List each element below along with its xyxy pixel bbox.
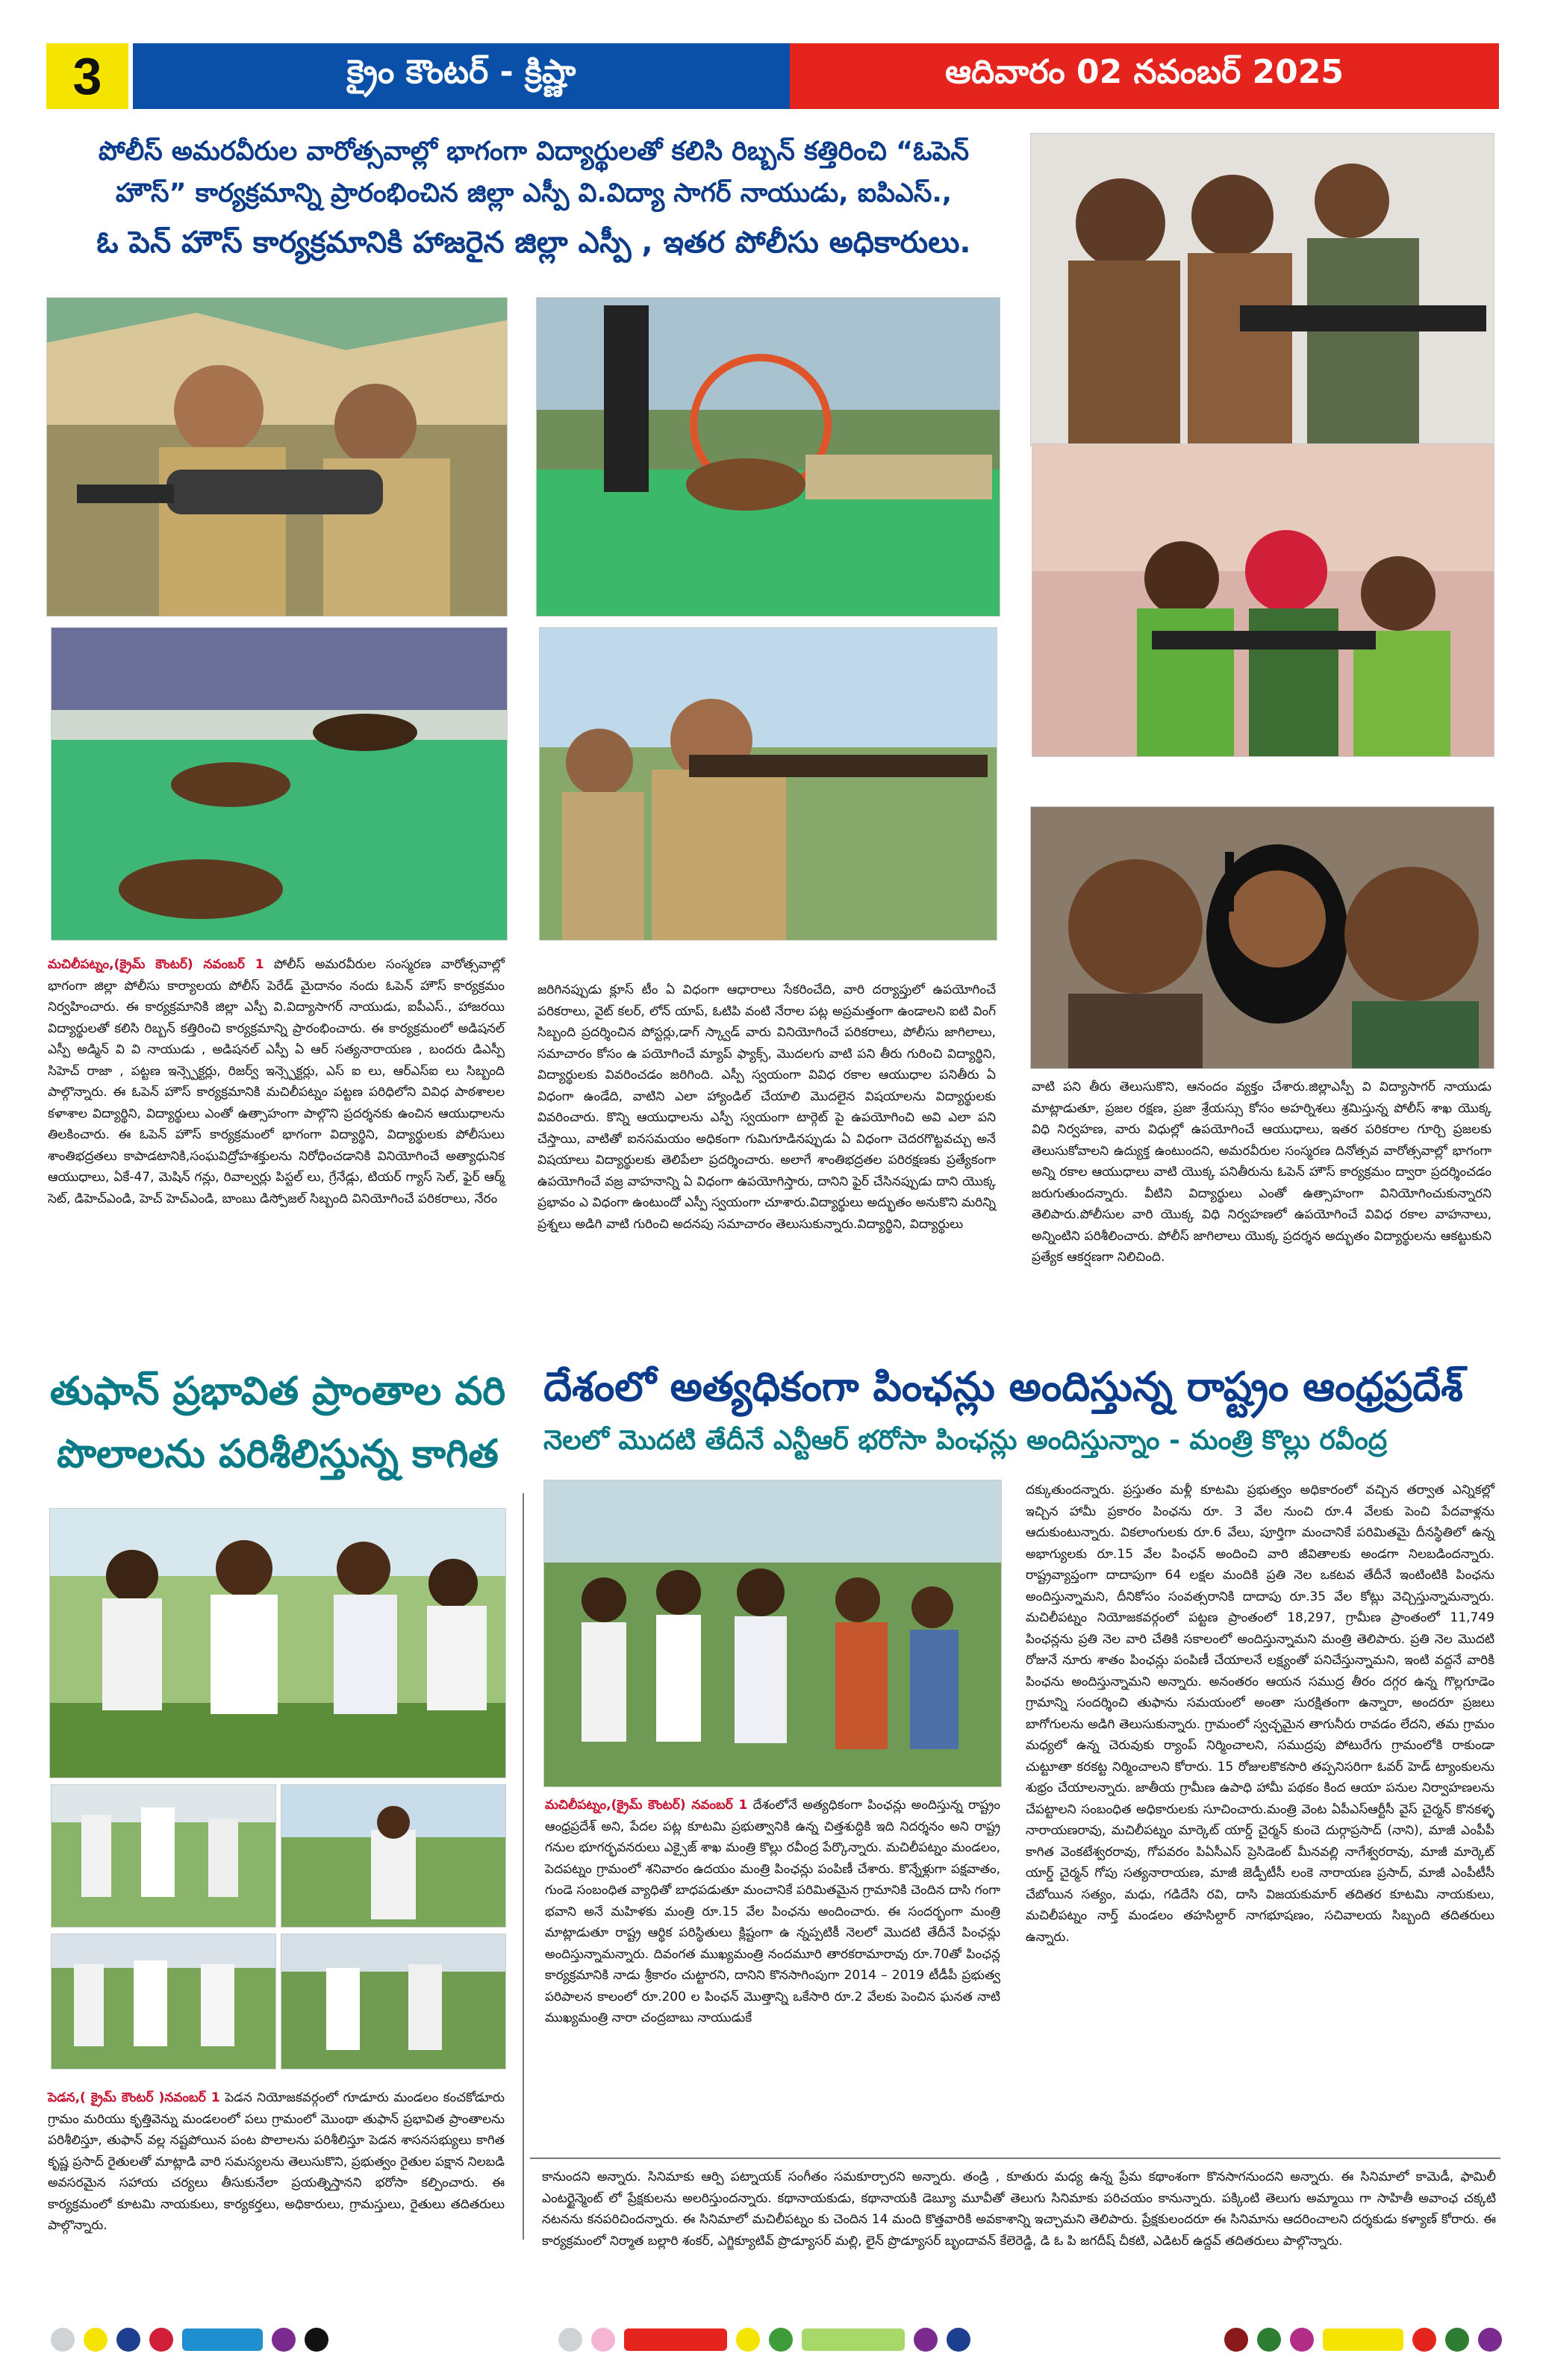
color-dot — [1290, 2328, 1314, 2352]
color-dot — [84, 2328, 107, 2352]
color-dot — [149, 2328, 173, 2352]
photo-dogs-crawling — [51, 627, 508, 941]
photo-students-with-walkie-talkies — [1030, 806, 1494, 1069]
color-dot — [51, 2328, 75, 2352]
color-dot — [272, 2328, 296, 2352]
story2-headline — [46, 1360, 509, 1486]
story1-headline-line1: పోలీస్ అమరవీరుల వారోత్సవాల్లో భాగంగా విద్యార్థులతో కలిసి రిబ్బన్ కత్తిరించి “ఓపెన్ — [98, 137, 970, 166]
footer-color-strip-left — [51, 2328, 328, 2352]
column-divider — [523, 1493, 524, 2240]
story1-dateline: మచిలీపట్నం,(క్రైమ్ కౌంటర్) నవంబర్ 1 — [48, 957, 264, 972]
photo-field-inspection-3 — [51, 1934, 276, 2069]
story3-dateline: మచిలీపట్నం,(క్రైమ్ కౌంటర్) నవంబర్ 1 — [545, 1798, 748, 1813]
story-divider — [530, 2158, 1500, 2159]
photo-field-inspection-1 — [51, 1784, 276, 1928]
photo-field-inspection-4 — [281, 1934, 506, 2069]
story1-column-2: జరిగినప్పుడు క్లూస్ టీం ఏ విధంగా ఆధారాలు సేకరించేది, వారి దర్యాప్తులో ఉపయోగించే పరికరాలు, వైట్ కలర్, లోన్ యాప్, ఓటిపి వంటి నేరాల పట్ల అప్రమత్తంగా ఉండాలని ఐటి వింగ్ సిబ్బంది ప్రదర్శించిన పోస్టర్లు,డాగ్ స్క్వాడ్ వారు వినియోగించే పరికరాలు, పోలీసు జాగిలాలు, సమాచారం కోసం ఉ పయోగించే మ్యాప్ ఫ్యాక్స్, మొదలగు వాటి పని తీరు గురించి విద్యార్థిని, విద్యార్థులకు వివరించడం జరిగింది. ఎస్పీ స్వయంగా వివిధ రకాల ఆయుధాల పనితీరు ఏ విధంగా ఉండేది, వాటిని ఎలా హ్యాండిల్ చేయాలి మొదలైన విషయాలను విద్యార్థులకు వివరించారు. కొన్ని ఆయుధాలను ఎస్పీ స్వయంగా టార్గెట్ పై ఉపయోగించి అవి ఎలా పని చేస్తాయి, వాటితో ఐనసమయం అధికంగా గుమిగూడినప్పుడు ఏ విధంగా చెదరగొట్టవచ్చు అనే విషయాలు విద్యార్థులకు తెలిపేలా ప్రదర్శించారు. అలాగే శాంతిభద్రతల పరిరక్షణకు ప్రత్యేకంగా ఉపయోగించే వజ్ర వాహనాన్ని ఏ విధంగా ఉపయోగిస్తారు, దానిని ఫైర్ చేసినప్పుడు దాని యొక్క ప్రభావం ఎ విధంగా ఉంటుందో ఎస్పీ స్వయంగా చూశారు.విద్యార్థులు అద్భుతం అనుకొని మరిన్ని ప్రశ్నలు అడిగి వాటి గురించి అదనపు సమాచారం తెలుసుకున్నారు.విద్యార్థిని, విద్యార్థులు — [537, 982, 996, 1232]
color-dot — [914, 2328, 938, 2352]
story4-body: కానుందని అన్నారు. సినిమాకు ఆర్పి పట్నాయక్ సంగీతం సమకూర్చారని అన్నారు. తండ్రి , కూతురు మధ్య ఉన్న ప్రేమ కథాంశంగా కొనసాగనుందని అన్నారు. ఈ సినిమాలో కామెడీ, ఫామిలీ ఎంటర్టైన్మెంట్ లో ప్రేక్షకులను అలరిస్తుందన్నారు. కథానాయకుడు, కథానాయకి డెబ్యూ మూవీతో తెలుగు సినిమాకు పరిచయం కానున్నారు. పక్కింటి తెలుగు అమ్మాయి గా సాహితీ అవాంఛ చక్కటి నటనను కనపరిచిందన్నారు. ఈ సినిమాలో మచిలీపట్నం కు చెందిన 14 మంది కొత్తవారికి అవకాశాన్ని ఇచ్చామని తెలిపారు. ప్రేక్షకులందరూ ఈ సినిమాను ఆదరించాలని దర్శకుడు కళ్యాణ్ కోరారు. ఈ కార్యక్రమంలో నిర్మాత బల్లారి శంకర్, ఎగ్జిక్యూటివ్ ప్రొడ్యూసర్ మల్లి, లైన్ ప్రొడ్యూసర్ బృందావన్ కేలెరెడ్డి, డి ఓ పి జగదీష్ చీకటి, ఎడిటర్ ఉద్దవ్ తదితరులు పాల్గొన్నారు. — [542, 2169, 1496, 2249]
color-dot — [591, 2328, 615, 2352]
photo-mla-paddy-field-group — [49, 1508, 506, 1778]
color-dot — [1478, 2328, 1502, 2352]
story1-headline — [60, 131, 1008, 264]
color-dot — [558, 2328, 582, 2352]
story1-col1-text: పోలీస్ అమరవీరుల సంస్మరణ వారోత్సవాల్లో భాగంగా జిల్లా పోలీసు కార్యాలయ పోలీస్ పెరేడ్ మైదానం నందు ఓపెన్ హౌస్ కార్యక్రమం నిర్వహించారు. ఈ కార్యక్రమానికి జిల్లా ఎస్పీ వి.విద్యాసాగర్ నాయుడు, ఐపీఎస్., హాజరయి విద్యార్థులతో కలిసి రిబ్బన్ కత్తిరించి కార్యక్రమాన్ని ప్రారంభించారు. ఈ కార్యక్రమంలో అడిషనల్ ఎస్పీ అడ్మిన్ వి వి నాయుడు , అడిషనల్ ఎస్పీ ఏ ఆర్ సత్యనారాయణ , బందరు డిఎస్పీ సిహెచ్ రాజా , పట్టణ ఇన్స్పెక్టర్లు, రిజర్వ్ ఇన్స్పెక్టర్లు, ఎస్ ఐ లు, ఆర్ఎస్ఐ లు సిబ్బంది పాల్గొన్నారు. ఈ ఓపెన్ హౌస్ కార్యక్రమానికి మచిలీపట్నం పట్టణ పరిధిలోని వివిధ పాఠశాలల కళాశాల విద్యార్థిని, విద్యార్థులు ఎంతో ఉత్సాహంగా పాల్గొని ప్రదర్శనకు ఉంచిన ఆయుధాలను తిలకించారు. ఈ ఓపెన్ హౌస్ కార్యక్రమంలో భాగంగా విద్యార్థిని, విద్యార్థులకు పోలీసులు శాంతిభద్రతలు కాపాడటానికి,సంఘవిద్రోహశక్తులను నిరోధించడానికి వినియోగించే అత్యాధునిక ఆయుధాలు, ఏకే-47, మెషిన్ గన్లు, రివాల్వర్లు పిస్టల్ లు, గ్రేనేడ్లు, టియర్ గ్యాస్ సెల్, ఫైర్ ఆర్మ్ సెట్, డిహెచ్ఎండి, హెచ్ హెచ్ఎండి, బాంబు డిస్పోజల్ సిబ్బంది వినియోగించే పరికరాలు, నేరం — [48, 957, 505, 1206]
story2-headline-line1: తుఫాన్ ప్రభావిత ప్రాంతాల వరి — [49, 1369, 506, 1414]
story3-subheadline: నెలలో మొదటి తేదీనే ఎన్టీఆర్ భరోసా పింఛన్లు అందిస్తున్నాం - మంత్రి కొల్లు రవీంద్ర — [543, 1425, 1388, 1456]
story1-headline-line3: ఓ పెన్ హౌస్ కార్యక్రమానికి హాజరైన జిల్లా ఎస్పీ , ఇతర పోలీసు అధికారులు. — [96, 225, 971, 260]
photo-student-holding-rifle — [1032, 443, 1494, 757]
story1-headline-line2: హౌస్” కార్యక్రమాన్ని ప్రారంభించిన జిల్లా ఎస్పీ వి.విద్యా సాగర్ నాయుడు, ఐపిఎస్., — [115, 178, 953, 208]
photo-sp-with-grenade-launcher — [46, 297, 508, 617]
page-number: 3 — [46, 43, 128, 109]
story3-column-2: దక్కుతుందన్నారు. ప్రస్తుతం మళ్లీ కూటమి ప్రభుత్వం అధికారంలో వచ్చిన తర్వాత ఎన్నికల్లో ఇచ్చిన హామీ ప్రకారం పింఛను రూ. 3 వేల నుంచి రూ.4 వేలకు పెంచి పేదవాళ్లను ఆదుకుంటున్నారు. వికలాంగులకు రూ.6 వేలు, పూర్తిగా మంచానికే పరిమితమై దీనస్థితిలో ఉన్న అభాగ్యులకు రూ.15 వేల పింఛన్ అందించి వారి జీవితాలకు అండగా నిలబడిందన్నారు. రాష్ట్రవ్యాప్తంగా దాదాపుగా 64 లక్షల మందికి ప్రతి నెల ఒకటవ తేదీనే ఇంటింటికి పింఛను అందిస్తున్నామని, దీనికోసం సంవత్సరానికి దాదాపు రూ.35 వేల కోట్లు వెచ్చిస్తున్నామన్నారు. మచిలీపట్నం నియోజకవర్గంలో పట్టణ ప్రాంతంలో 18,297, గ్రామీణ ప్రాంతంలో 11,749 పింఛన్లను ప్రతి నెల వారి చేతికి సకాలంలో అందిస్తున్నామని మంత్రి తెలిపారు. ప్రతి నెల మొదటి రోజునే నూరు శాతం పింఛన్లు పంపిణీ చేయాలనే లక్ష్యంతో పనిచేస్తున్నామని, ఇంటి వద్దనే వారికి పింఛను అందిస్తున్నామని అన్నారు. అనంతరం ఆయన సముద్ర తీరం దగ్గర ఉన్న గొల్లగూడెం గ్రామాన్ని సందర్శించి తుఫాను సమయంలో అంతా సురక్షితంగా ఉన్నారా, అందరూ ప్రజలు బాగోగులను అడిగి తెలుసుకున్నారు. గ్రామంలో స్వచ్ఛమైన తాగునీరు రావడం లేదని, తమ గ్రామం మధ్యలో ఉన్న చెరువుకు ర్యాంప్ నిర్మించాలని, సముద్రపు పోటురేగు గ్రామంలోకి రాకుండా చుట్టూతా కరకట్ట నిర్మించాలని కోరారు. 15 రోజులకొకసారి తప్పనిసరిగా ఓవర్ హెడ్ ట్యాంకులను శుభ్రం చేయాలన్నారు. జాతీయ గ్రామీణ ఉపాధి హామీ పథకం కింద ఆయా పనుల నిర్వాహణలను చేపట్టాలని సంబంధిత అధికారులకు సూచించారు.మంత్రి వెంట ఏపీఎస్ఆర్టీసీ వైస్ చైర్మన్ కొనకళ్ళ నారాయణరావు, మచిలీపట్నం మార్కెట్ యార్డ్ చైర్మన్ కుంచె దుర్గాప్రసాద్ (నాని), మాజీ ఎంపీపీ కాగిత వెంకటేశ్వరరావు, గోపవరం పిఏసీఎస్ ప్రెసిడెంట్ మీనవల్లి నాగేశ్వరరావు, మాజీ మార్కెట్ యార్డ్ చైర్మన్ గోపు సత్యనారాయణ, మాజీ జెడ్పీటీసీ లంకె నారాయణ ప్రసాద్, మాజీ ఎంపీటీసీ చేబోయిన సత్యం, మధు, గడిదేసి రవి, దాసి విజయకుమార్ తదితర కూటమి నాయకులు, మచిలీపట్నం నార్త్ మండలం తహసిల్దార్ నాగభూషణం, సచివాలయ సిబ్బంది తదితరులు ఉన్నారు. — [1026, 1483, 1494, 1945]
color-dot — [1257, 2328, 1281, 2352]
footer-color-strip-middle — [558, 2328, 970, 2352]
section-title: క్రైం కౌంటర్ - క్రిష్ణా — [133, 43, 790, 109]
color-bar — [1323, 2328, 1403, 2351]
story2-body-text: పెడన నియోజకవర్గంలో గూడూరు మండలం కంచకోడూరు గ్రామం మరియు కృత్తివెన్ను మండలంలో పలు గ్రామంలో మొంథా తుఫాన్ ప్రభావిత ప్రాంతాలను పరిశీలిస్తూ, తుఫాన్ వల్ల నష్టపోయిన పంట పొలాలను పరిశీలిస్తూ పెడన శాసనసభ్యులు కాగిత కృష్ణ ప్రసాద్ రైతులతో మాట్లాడి వారి సమస్యలను తెలుసుకొని, ప్రభుత్వం రైతుల పక్షాన నిలబడి అవసరమైన సహాయ చర్యలు తీసుకునేలా ప్రయత్నిస్తానని భరోసా కల్పించారు. ఈ కార్యక్రమంలో కూటమి నాయకులు, కార్యకర్తలు, అధికారులు, గ్రామస్తులు, రైతులు తదితరులు పాల్గొన్నారు. — [48, 2090, 505, 2233]
color-dot — [116, 2328, 140, 2352]
photo-sp-aiming-rifle — [539, 627, 997, 941]
story2-headline-line2: పొలాలను పరిశీలిస్తున్న కాగిత — [57, 1432, 499, 1477]
color-dot — [947, 2328, 970, 2352]
photo-dog-jumping-ring — [536, 297, 1000, 617]
color-dot — [1224, 2328, 1248, 2352]
color-dot — [1412, 2328, 1436, 2352]
story1-column-3: వాటి పని తీరు తెలుసుకొని, ఆనందం వ్యక్తం చేశారు.జిల్లాఎస్పీ వి విద్యాసాగర్ నాయుడు మాట్లాడుతూ, ప్రజల రక్షణ, ప్రజా శ్రేయస్సు కోసం అహర్నిశలు శ్రమిస్తున్న పోలీస్ శాఖ యొక్క విధి నిర్వహణ, వారు విధుల్లో ఉపయోగించే ఆయుధాలు, ఇతర పరికరాల గూర్చి ప్రజలకు తెలుసుకోవాలని ఉద్యుక్త ఉంటుందని, అమరవీరుల సంస్మరణ దినోత్సవ వారోత్సవాల్లో భాగంగా అన్ని రకాల ఆయుధాలు వాటి యొక్క పనితీరును ఓపెన్ హౌస్ కార్యక్రమం ద్వారా ప్రదర్శించడం జరుగుతుందన్నారు. వీటిని విద్యార్థులు ఎంతో ఉత్సాహంగా వినియోగించుకున్నారని తెలిపారు.పోలీసుల వారి యొక్క విధి నిర్వహణలో ఉపయోగించే వివిధ రకాల వాహనాలు, అన్నింటిని పరిశీలించారు. పోలీస్ జాగిలాలు యొక్క ప్రదర్శన అద్భుతం విద్యార్థులను ఆకట్టుకుని ప్రత్యేక ఆకర్షణగా నిలిచింది. — [1032, 1080, 1491, 1265]
story3-column-1 — [545, 1795, 1000, 2029]
photo-field-inspection-2 — [281, 1784, 506, 1928]
story1-column-1 — [48, 954, 505, 1209]
photo-students-with-machine-gun — [1030, 133, 1494, 446]
story3-headline: దేశంలో అత్యధికంగా పింఛన్లు అందిస్తున్న రాష్ట్రం ఆంధ్రప్రదేశ్ — [543, 1363, 1463, 1410]
story2-dateline: పెడన,( క్రైమ్ కౌంటర్ )నవంబర్ 1 — [48, 2090, 220, 2105]
photo-minister-pension-distribution — [543, 1480, 1002, 1787]
story3-col1-text: దేశంలోనే అత్యధికంగా పింఛన్లు అందిస్తున్న రాష్ట్రం ఆంధ్రప్రదేశ్ అని, పేదల పట్ల కూటమి ప్రభుత్వానికి ఉన్న చిత్తశుద్ధికి ఇది నిదర్శనం అని రాష్ట్ర గనుల భూగర్భవనరులు ఎక్సైజ్ శాఖ మంత్రి కొల్లు రవీంద్ర పేర్కొన్నారు. మచిలీపట్నం మండలం, పెదపట్నం గ్రామంలో శనివారం ఉదయం మంత్రి పింఛన్లు పంపిణీ చేశారు. కొన్నేళ్లుగా పక్షవాతం, గుండె సంబంధిత వ్యాధితో బాధపడుతూ మంచానికే పరిమితమైన గ్రామానికి చెందిన దాసి గంగా భవాని అనే మహిళకు మంత్రి రూ.15 వేల పింఛను అందించారు. ఈ సందర్భంగా మంత్రి మాట్లాడుతూ రాష్ట్ర ఆర్థిక పరిస్థితులు క్లిష్టంగా ఉ న్నప్పటికీ నెలలో మొదటి తేదీనే పింఛన్లు అందిస్తున్నామన్నారు. దివంగత ముఖ్యమంత్రి నందమూరి తారకరామారావు రూ.70తో పింఛన్ల కార్యక్రమానికి నాడు శ్రీకారం చుట్టారని, దానిని కొనసాగింపుగా 2014 – 2019 టీడీపీ ప్రభుత్వ పరిపాలన కాలంలో రూ.200 ల పింఛన్ మొత్తాన్ని ఒకేసారి రూ.2 వేలకు పెంచిన ఘనత నాటి ముఖ్యమంత్రి నారా చంద్రబాబు నాయుడుకే — [545, 1798, 1000, 2025]
color-bar — [182, 2328, 263, 2351]
color-bar — [624, 2328, 727, 2351]
footer-color-strip-right — [1224, 2328, 1502, 2352]
issue-date: ఆదివారం 02 నవంబర్ 2025 — [790, 43, 1499, 109]
color-dot — [1445, 2328, 1469, 2352]
color-dot — [305, 2328, 328, 2352]
story2-body — [48, 2087, 505, 2237]
color-bar — [802, 2328, 905, 2351]
color-dot — [736, 2328, 760, 2352]
color-dot — [769, 2328, 793, 2352]
